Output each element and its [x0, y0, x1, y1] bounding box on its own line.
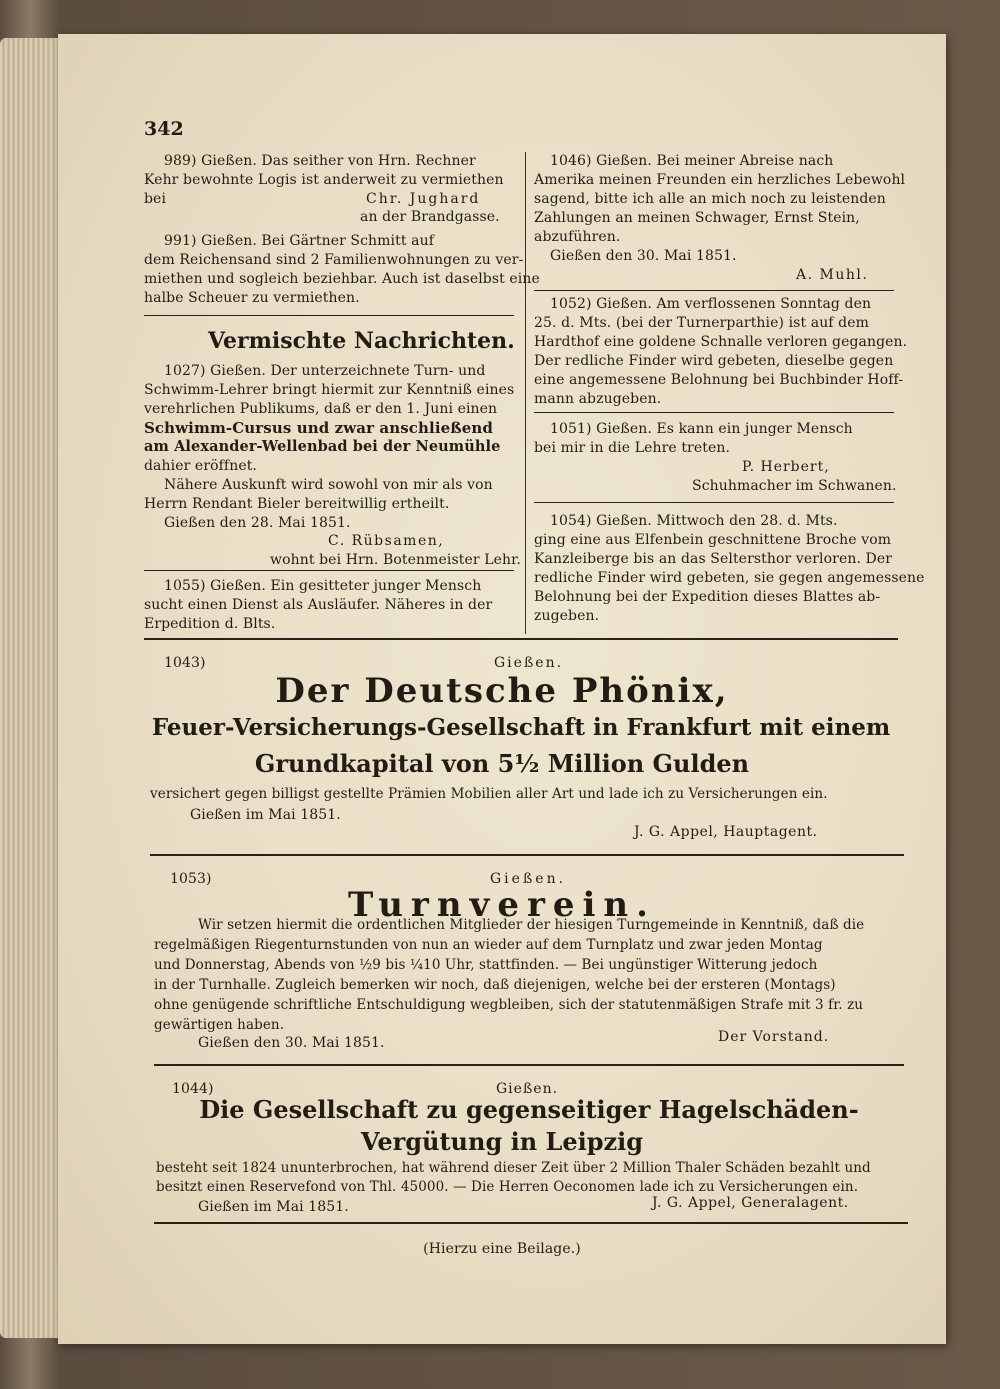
left-rule-2	[144, 570, 514, 571]
ad-1027-line7: Nähere Auskunft wird sowohl von mir als von	[164, 477, 493, 493]
ad-1052-line1: 1052) Gießen. Am verflossenen Sonntag den	[550, 296, 872, 312]
right-rule-2	[534, 412, 894, 413]
ad-1044-title-2: Vergütung in Leipzig	[360, 1127, 644, 1156]
ad-1052-line6: mann abzugeben.	[534, 391, 662, 407]
ad-1053-place: Gießen.	[490, 871, 567, 887]
ad-1046-line2: Amerika meinen Freunden ein herzliches Lebewohl	[534, 172, 906, 188]
ad-1053-body-1: Wir setzen hiermit die ordentlichen Mitglieder der hiesigen Turngemeinde in Kenntniß, daß die	[198, 917, 865, 933]
ad-989-line2: Kehr bewohnte Logis ist anderweit zu vermiethen	[144, 172, 504, 188]
ad-1053-body-3: und Donnerstag, Abends von ½9 bis ¼10 Uhr, stattfinden. — Bei ungünstiger Witterung jedoch	[154, 957, 818, 973]
ad-1043-subtitle-2: Grundkapital von 5½ Million Gulden	[254, 749, 750, 778]
ad-1046-signature: A. Muhl.	[796, 267, 869, 283]
ad-989-address: an der Brandgasse.	[360, 209, 500, 225]
ad-1043-title: Der Deutsche Phönix,	[275, 671, 729, 711]
ad-1044-place: Gießen.	[496, 1081, 559, 1097]
footer-note: (Hierzu eine Beilage.)	[423, 1241, 581, 1257]
ad-1055-line1: 1055) Gießen. Ein gesitteter junger Mensch	[164, 578, 482, 594]
ad-1027-signature: C. Rübsamen,	[328, 533, 445, 549]
ad-1052-line5: eine angemessene Belohnung bei Buchbinder Hoff-	[534, 372, 904, 388]
ad-1027-line4: Schwimm-Cursus und zwar anschließend	[144, 419, 493, 437]
ad-989-line1: 989) Gießen. Das seither von Hrn. Rechner	[164, 153, 476, 169]
ad-1053-date: Gießen den 30. Mai 1851.	[198, 1035, 385, 1051]
ad-1053-body-2: regelmäßigen Riegenturnstunden von nun an wieder auf dem Turnplatz und zwar jeden Montag	[154, 937, 823, 953]
ad-1046-line5: abzuführen.	[534, 229, 621, 245]
ad-989-line3: bei	[144, 191, 167, 207]
ad-1054-line4: redliche Finder wird gebeten, sie gegen angemessene	[534, 570, 925, 586]
ad-1051-address: Schuhmacher im Schwanen.	[692, 478, 897, 494]
ad-1052-line4: Der redliche Finder wird gebeten, dieselbe gegen	[534, 353, 894, 369]
ad-1055-line3: Erpedition d. Blts.	[144, 616, 276, 632]
ad-1054-line6: zugeben.	[534, 608, 600, 624]
ad-1043-body: versichert gegen billigst gestellte Prämien Mobilien aller Art und lade ich zu Versicherungen ein.	[150, 786, 828, 802]
ad-1054-line5: Belohnung bei der Expedition dieses Blattes ab-	[534, 589, 881, 605]
ad-1052-line3: Hardthof eine goldene Schnalle verloren gegangen.	[534, 334, 908, 350]
full-rule-2	[150, 854, 904, 856]
section-title-vermischte: Vermischte Nachrichten.	[208, 328, 515, 354]
ad-1054-line1: 1054) Gießen. Mittwoch den 28. d. Mts.	[550, 513, 838, 529]
ad-1043-subtitle-1: Feuer-Versicherungs-Gesellschaft in Frankfurt mit einem	[151, 714, 891, 741]
ad-1051-line2: bei mir in die Lehre treten.	[534, 440, 730, 456]
ad-1043-date: Gießen im Mai 1851.	[190, 807, 341, 823]
ad-1043-number: 1043)	[164, 655, 206, 671]
ad-1043-signature: J. G. Appel, Hauptagent.	[634, 824, 818, 840]
ad-991-line3: miethen und sogleich beziehbar. Auch ist daselbst eine	[144, 271, 540, 287]
ad-1044-date: Gießen im Mai 1851.	[198, 1199, 349, 1215]
ad-1027-address: wohnt bei Hrn. Botenmeister Lehr.	[270, 552, 521, 568]
ad-1044-body-1: besteht seit 1824 ununterbrochen, hat während dieser Zeit über 2 Million Thaler Schäden bezahlt und	[156, 1160, 871, 1176]
ad-1027-line5: am Alexander-Wellenbad bei der Neumühle	[144, 438, 501, 455]
page-number: 342	[144, 118, 184, 140]
ad-991-line2: dem Reichensand sind 2 Familienwohnungen zu ver-	[144, 252, 524, 268]
ad-1027-line6: dahier eröffnet.	[144, 458, 257, 474]
full-rule-3	[154, 1064, 904, 1066]
ad-1027-line8: Herrn Rendant Bieler bereitwillig ertheilt.	[144, 496, 450, 512]
ad-1027-line2: Schwimm-Lehrer bringt hiermit zur Kenntniß eines	[144, 382, 515, 398]
ad-989-signature: Chr. Jughard	[366, 191, 481, 207]
ad-1046-line4: Zahlungen an meinen Schwager, Ernst Stein,	[534, 210, 860, 226]
ad-1044-number: 1044)	[172, 1081, 214, 1097]
ad-1053-number: 1053)	[170, 871, 212, 887]
ad-1044-title-1: Die Gesellschaft zu gegenseitiger Hagelschäden-	[199, 1095, 859, 1124]
left-rule-1	[144, 315, 514, 316]
ad-991-line4: halbe Scheuer zu vermiethen.	[144, 290, 360, 306]
full-rule-4	[154, 1222, 908, 1224]
newspaper-page	[58, 34, 946, 1344]
right-rule-3	[534, 502, 894, 503]
ad-1053-body-4: in der Turnhalle. Zugleich bemerken wir noch, daß diejenigen, welche bei der ersteren (Montags)	[154, 977, 836, 993]
ad-1054-line3: Kanzleiberge bis an das Seltersthor verloren. Der	[534, 551, 893, 567]
ad-1046-line3: sagend, bitte ich alle an mich noch zu leistenden	[534, 191, 886, 207]
ad-1053-body-6: gewärtigen haben.	[154, 1017, 285, 1033]
ad-1053-signature: Der Vorstand.	[718, 1029, 830, 1045]
ad-1051-line1: 1051) Gießen. Es kann ein junger Mensch	[550, 421, 853, 437]
right-rule-1	[534, 290, 894, 291]
ad-1046-date: Gießen den 30. Mai 1851.	[550, 248, 737, 264]
ad-1044-signature: J. G. Appel, Generalagent.	[652, 1195, 849, 1211]
ad-1054-line2: ging eine aus Elfenbein geschnittene Broche vom	[534, 532, 892, 548]
ad-991-line1: 991) Gießen. Bei Gärtner Schmitt auf	[164, 233, 434, 249]
ad-1027-line1: 1027) Gießen. Der unterzeichnete Turn- und	[164, 363, 486, 379]
column-divider	[525, 152, 526, 634]
ad-1053-title: Turnverein.	[348, 885, 656, 925]
full-rule-1	[144, 638, 898, 640]
ad-1053-body-5: ohne genügende schriftliche Entschuldigung wegbleiben, sich der statutenmäßigen Strafe mit 3 fr. zu	[154, 997, 864, 1013]
ad-1027-date: Gießen den 28. Mai 1851.	[164, 515, 351, 531]
ad-1051-signature: P. Herbert,	[742, 459, 830, 475]
ad-1055-line2: sucht einen Dienst als Ausläufer. Näheres in der	[144, 597, 493, 613]
ad-1052-line2: 25. d. Mts. (bei der Turnerparthie) ist auf dem	[534, 315, 869, 331]
ad-1027-line3: verehrlichen Publikums, daß er den 1. Juni einen	[144, 401, 498, 417]
ad-1046-line1: 1046) Gießen. Bei meiner Abreise nach	[550, 153, 834, 169]
ad-1043-place: Gießen.	[494, 655, 564, 671]
ad-1044-body-2: besitzt einen Reservefond von Thl. 45000. — Die Herren Oeconomen lade ich zu Versicherungen ein.	[156, 1179, 859, 1195]
